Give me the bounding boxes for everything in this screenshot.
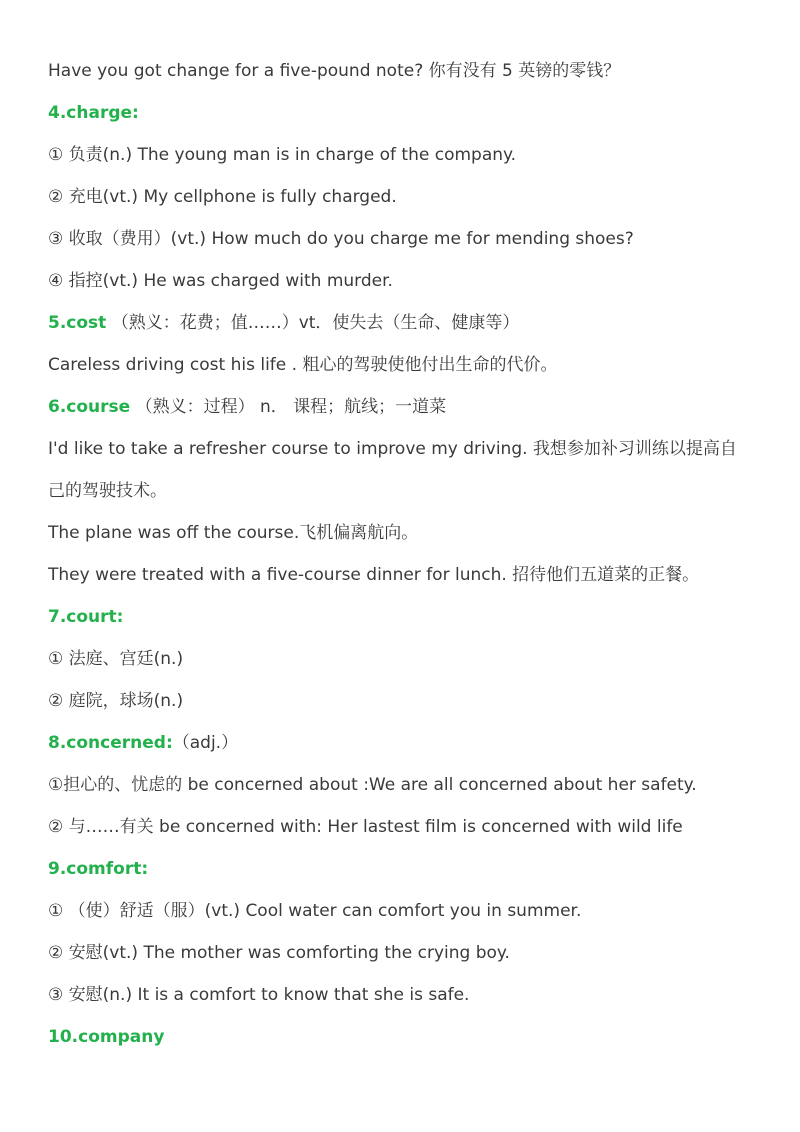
heading-cost-row xyxy=(48,311,768,335)
heading-gloss: （熟义：过程） n． 课程；航线；一道菜 xyxy=(130,397,447,417)
heading-company: 10.company xyxy=(48,1027,165,1047)
sense-item: ② 充电(vt.) My cellphone is fully charged. xyxy=(48,187,397,207)
example-sentence: They were treated with a five-course dinner for lunch. 招待他们五道菜的正餐。 xyxy=(48,565,700,585)
heading-course: 6.course xyxy=(48,397,131,417)
sense-item: ① （使）舒适（服）(vt.) Cool water can comfort you in summer. xyxy=(48,901,582,921)
heading-gloss: （熟义：花费；值……）vt．使失去（生命、健康等） xyxy=(106,313,520,333)
heading-comfort: 9.comfort: xyxy=(48,859,149,879)
heading-charge: 4.charge: xyxy=(48,103,139,123)
example-sentence: The plane was off the course.飞机偏离航向。 xyxy=(48,523,419,543)
example-sentence: Careless driving cost his life . 粗心的驾驶使他付出生命的代价。 xyxy=(48,355,558,375)
example-sentence: I'd like to take a refresher course to improve my driving. 我想参加补习训练以提高自 xyxy=(48,439,737,459)
example-sentence-cont: 己的驾驶技术。 xyxy=(48,481,167,501)
sense-item: ① 负责(n.) The young man is in charge of the company. xyxy=(48,145,517,165)
heading-court: 7.court: xyxy=(48,607,124,627)
sense-item: ① 法庭、宫廷(n.) xyxy=(48,649,184,669)
heading-cost: 5.cost xyxy=(48,313,107,333)
sense-item: ② 安慰(vt.) The mother was comforting the crying boy. xyxy=(48,943,510,963)
heading-concerned-row xyxy=(48,731,768,755)
sense-item: ③ 安慰(n.) It is a comfort to know that she is safe. xyxy=(48,985,470,1005)
heading-gloss: （adj.） xyxy=(172,733,239,753)
sense-item: ③ 收取（费用）(vt.) How much do you charge me for mending shoes? xyxy=(48,229,634,249)
heading-course-row xyxy=(48,395,768,419)
sense-item: ② 与……有关 be concerned with: Her lastest film is concerned with wild life xyxy=(48,817,683,837)
sense-item: ①担心的、忧虑的 be concerned about :We are all concerned about her safety. xyxy=(48,775,697,795)
heading-concerned: 8.concerned: xyxy=(48,733,173,753)
sense-item: ② 庭院，球场(n.) xyxy=(48,691,184,711)
example-sentence: Have you got change for a five-pound note? 你有没有 5 英镑的零钱？ xyxy=(48,61,621,81)
sense-item: ④ 指控(vt.) He was charged with murder. xyxy=(48,271,393,291)
